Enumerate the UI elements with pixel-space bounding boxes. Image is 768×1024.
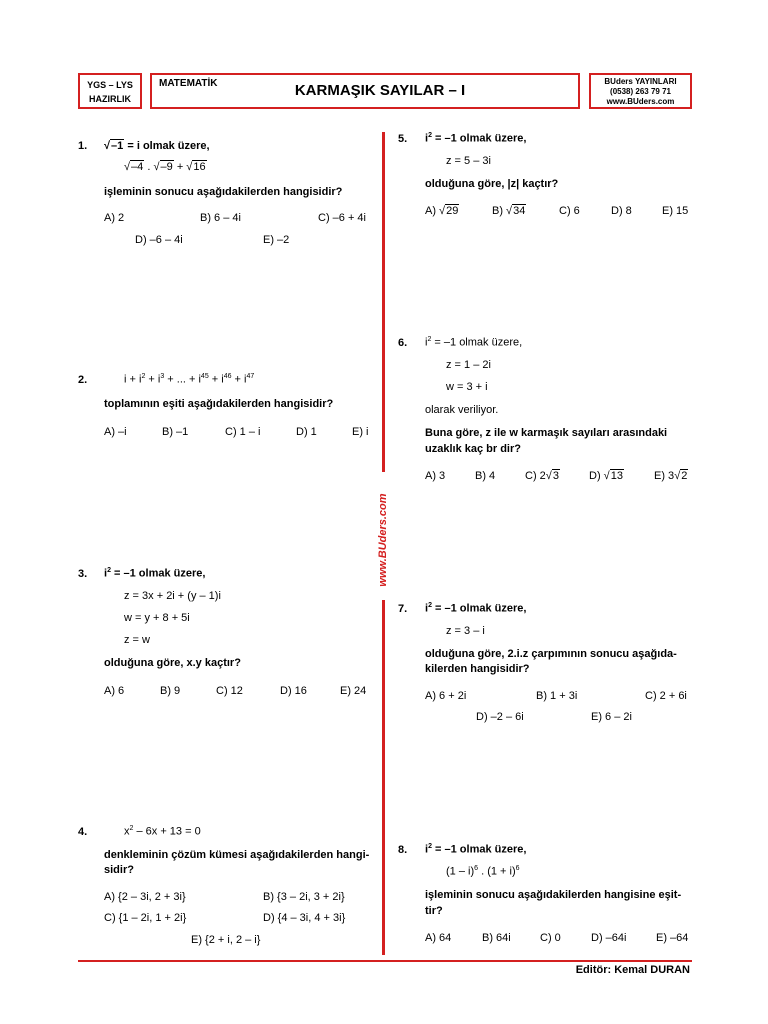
option-c[interactable]: C) 1 – i bbox=[225, 426, 261, 438]
question-expression: $i + i^2 + i^3$ + ... + $i^{45} + i^{46} + i^{47}$ bbox=[124, 373, 255, 386]
question-expression: √–4 . √–9 + √16 bbox=[124, 161, 206, 173]
question-number: 1. bbox=[78, 140, 88, 152]
question-text: işleminin sonucu aşağıdakilerden hangisidir? bbox=[104, 186, 343, 198]
question-text: denkleminin çözüm kümesi aşağıdakilerden hangi- bbox=[104, 849, 370, 861]
question-condition: √–1 = i olmak üzere, bbox=[104, 140, 210, 152]
question-line: w = 3 + i bbox=[446, 381, 488, 393]
question-line: z = 5 – 3i bbox=[446, 155, 491, 167]
option-e[interactable]: E) {2 + i, 2 – i} bbox=[191, 934, 261, 946]
option-d[interactable]: D) 8 bbox=[611, 205, 632, 217]
question-equation: $x^2 - 6x + 13 = 0$ bbox=[124, 825, 201, 838]
option-c[interactable]: C) 2 + 6i bbox=[645, 690, 687, 702]
question-text: işleminin sonucu aşağıdakilerden hangisine eşit- bbox=[425, 889, 682, 901]
question-text: olduğuna göre, 2.i.z çarpımının sonucu aşağıda- bbox=[425, 648, 677, 660]
option-e[interactable]: E) 3√2 bbox=[654, 470, 688, 482]
header-level-box bbox=[78, 73, 142, 109]
question-number: 6. bbox=[398, 337, 408, 349]
option-a[interactable]: A) 3 bbox=[425, 470, 446, 482]
column-divider-bottom bbox=[382, 600, 385, 955]
question-expression: (1 – i)$^6$ . $(1 + i)^6$ bbox=[446, 865, 520, 878]
header-level-line1: YGS – LYS bbox=[87, 80, 133, 90]
option-a[interactable]: A) 6 bbox=[104, 685, 125, 697]
option-a[interactable]: A) 6 + 2i bbox=[425, 690, 467, 702]
question-number: 5. bbox=[398, 133, 408, 145]
option-c[interactable]: C) 0 bbox=[540, 932, 561, 944]
question-number: 2. bbox=[78, 374, 88, 386]
header-level-line2: HAZIRLIK bbox=[89, 94, 131, 104]
header-title-box bbox=[150, 73, 580, 109]
side-website: www.BUders.com bbox=[377, 493, 389, 587]
option-d[interactable]: D) –2 – 6i bbox=[476, 711, 524, 723]
question-number: 3. bbox=[78, 568, 88, 580]
question-text: sidir? bbox=[104, 864, 134, 876]
question-condition: $i^2 = -1$ olmak üzere, bbox=[425, 843, 527, 856]
question-line: z = 3 – i bbox=[446, 625, 485, 637]
option-d[interactable]: D) 1 bbox=[296, 426, 317, 438]
option-e[interactable]: E) 15 bbox=[662, 205, 689, 217]
option-d[interactable]: D) √13 bbox=[589, 470, 623, 482]
subject-label: MATEMATİK bbox=[159, 78, 218, 89]
option-c[interactable]: C) 6 bbox=[559, 205, 580, 217]
question-line: z = 1 – 2i bbox=[446, 359, 491, 371]
question-condition: $i^2 = -1$ olmak üzere, bbox=[425, 336, 523, 349]
option-b[interactable]: B) 9 bbox=[160, 685, 181, 697]
question-line: w = y + 8 + 5i bbox=[124, 612, 190, 624]
footer-divider bbox=[78, 960, 692, 962]
question-text: toplamının eşiti aşağıdakilerden hangisidir? bbox=[104, 398, 334, 410]
publisher-website: www.BUders.com bbox=[606, 97, 675, 106]
option-c[interactable]: C) 2√3 bbox=[525, 470, 559, 482]
column-divider-top bbox=[382, 132, 385, 472]
option-b[interactable]: B) {3 – 2i, 3 + 2i} bbox=[263, 891, 345, 903]
option-e[interactable]: E) –2 bbox=[263, 234, 290, 246]
question-number: 8. bbox=[398, 844, 408, 856]
publisher-box bbox=[589, 73, 692, 109]
question-text: Buna göre, z ile w karmaşık sayıları arasındaki bbox=[425, 427, 668, 439]
question-text: uzaklık kaç br dir? bbox=[425, 443, 521, 455]
option-d[interactable]: D) –64i bbox=[591, 932, 627, 944]
option-a[interactable]: A) {2 – 3i, 2 + 3i} bbox=[104, 891, 186, 903]
question-text: olduğuna göre, |z| kaçtır? bbox=[425, 178, 559, 190]
question-line: z = w bbox=[124, 634, 150, 646]
question-number: 7. bbox=[398, 603, 408, 615]
editor-credit: Editör: Kemal DURAN bbox=[575, 964, 690, 976]
question-text: tir? bbox=[425, 905, 443, 917]
page-title: KARMAŞIK SAYILAR – I bbox=[294, 82, 466, 99]
option-e[interactable]: E) 6 – 2i bbox=[591, 711, 632, 723]
option-b[interactable]: B) 4 bbox=[475, 470, 496, 482]
option-a[interactable]: A) 2 bbox=[104, 212, 125, 224]
option-c[interactable]: C) {1 – 2i, 1 + 2i} bbox=[104, 912, 187, 924]
option-a[interactable]: A) –i bbox=[104, 426, 127, 438]
option-b[interactable]: B) √34 bbox=[492, 205, 526, 217]
question-text: olduğuna göre, x.y kaçtır? bbox=[104, 657, 241, 669]
question-condition: $i^2 = -1$ olmak üzere, bbox=[425, 602, 527, 615]
option-c[interactable]: C) –6 + 4i bbox=[318, 212, 366, 224]
question-condition: $i^2 = -1$ olmak üzere, bbox=[104, 567, 206, 580]
question-text: kilerden hangisidir? bbox=[425, 663, 530, 675]
option-b[interactable]: B) –1 bbox=[162, 426, 189, 438]
option-b[interactable]: B) 1 + 3i bbox=[536, 690, 578, 702]
option-e[interactable]: E) –64 bbox=[656, 932, 689, 944]
option-b[interactable]: B) 64i bbox=[482, 932, 511, 944]
option-c[interactable]: C) 12 bbox=[216, 685, 243, 697]
question-number: 4. bbox=[78, 826, 88, 838]
publisher-phone: (0538) 263 79 71 bbox=[610, 87, 671, 96]
option-a[interactable]: A) 64 bbox=[425, 932, 452, 944]
question-line: olarak veriliyor. bbox=[425, 404, 499, 416]
separator bbox=[385, 329, 692, 330]
option-e[interactable]: E) 24 bbox=[340, 685, 367, 697]
option-b[interactable]: B) 6 – 4i bbox=[200, 212, 241, 224]
option-d[interactable]: D) 16 bbox=[280, 685, 307, 697]
question-condition: $i^2 = -1$ olmak üzere, bbox=[425, 132, 527, 145]
publisher-name: BUders YAYINLARI bbox=[604, 77, 677, 86]
option-d[interactable]: D) {4 – 3i, 4 + 3i} bbox=[263, 912, 346, 924]
question-line: z = 3x + 2i + (y – 1)i bbox=[124, 590, 221, 602]
option-e[interactable]: E) i bbox=[352, 426, 369, 438]
option-a[interactable]: A) √29 bbox=[425, 205, 459, 217]
option-d[interactable]: D) –6 – 4i bbox=[135, 234, 183, 246]
